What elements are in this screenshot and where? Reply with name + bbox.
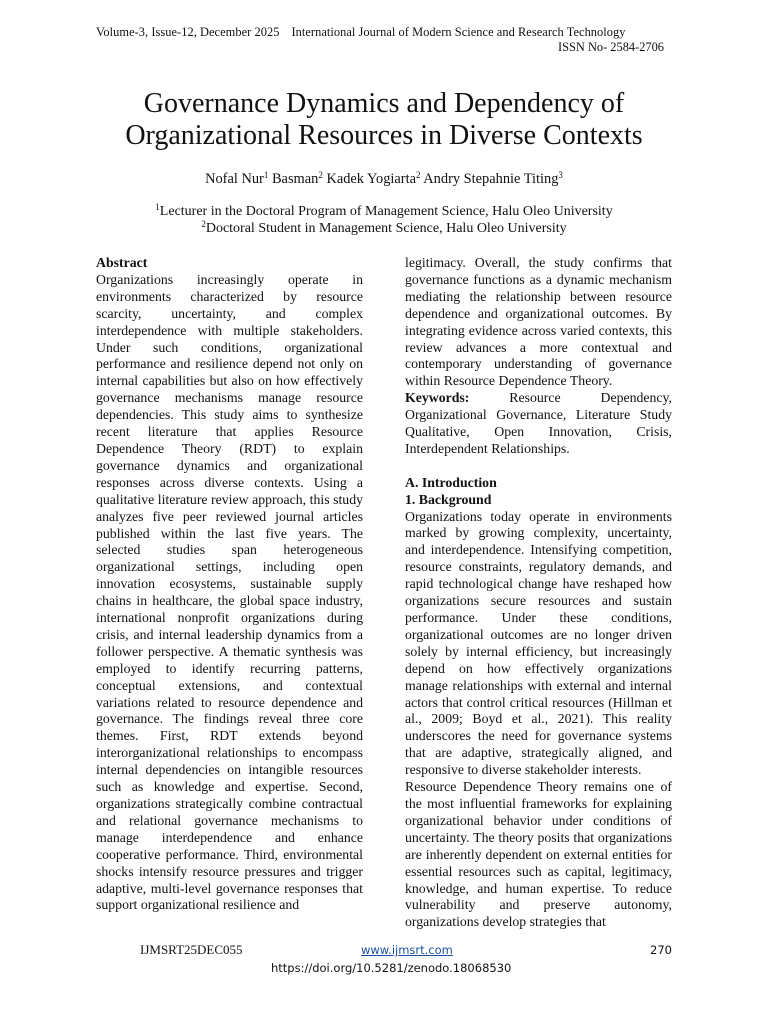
affiliation [64,221,704,237]
doi-link[interactable]: https://doi.org/10.5281/zenodo.18068530 [271,961,512,975]
abstract-heading: Abstract [96,255,148,270]
author-affiliation-mark: 3 [558,170,563,180]
affiliation [64,204,704,220]
author-affiliation-mark: 2 [318,170,323,180]
body-paragraph: Resource Dependence Theory remains one of the most influential frameworks for explaining organizational behavior under conditions of uncertainty. The theory posits that organizations are inherently dependent on external entities for essential resources such as capital, legitimacy, knowledge, and human expertise. To reduce vulnerability and preserve autonomy, organizations develop strategies that [405,779,672,930]
abstract-body: Organizations increasingly operate in environments characterized by resource scarcity, uncertainty, and complex interdependence with multiple stakeholders. Under such conditions, organizational performance and resilience depend not only on internal capabilities but also on how effectively governance mechanisms manage resource dependencies. This study aims to synthesize recent literature that applies Resource Dependence Theory (RDT) to explain governance dynamics and organizational responses across diverse contexts. Using a qualitative literature review approach, this study analyzes five peer reviewed journal articles published within the last five years. The selected studies span heterogeneous organizational settings, including open innovation ecosystems, sustainable supply chains in healthcare, the global space industry, international nonprofit organizations during crisis, and internal leadership dynamics from a follower perspective. A thematic synthesis was employed to identify recurring patterns, conceptual extensions, and contextual variations related to resource dependence and governance. The findings reveal three core themes. First, RDT extends beyond interorganizational relationships to encompass internal dependencies on intangible resources such as knowledge and expertise. Second, organizations strategically combine contractual and relational governance mechanisms to manage interdependence and enhance cooperative performance. Third, environmental shocks intensify resource pressures and trigger adaptive, multi-level governance responses that support organizational resilience and [96,271,363,913]
body-paragraph: Organizations today operate in environments marked by growing complexity, uncertainty, and interdependence. Intensifying competition, resource constraints, regulatory demands, and rapid technological change have reshaped how organizations secure resources and sustain performance. Under these conditions, organizational outcomes are no longer driven solely by internal efficiency, but increasingly depend on how effectively organizations manage relationships with external and internal actors that control critical resources (Hillman et al., 2009; Boyd et al., 2021). This reality underscores the need for governance systems that are adaptive, strategically aligned, and responsive to diverse stakeholder interests. [405,508,672,778]
author-affiliation-mark: 2 [415,170,421,180]
section-heading: A. Introduction [405,474,497,490]
issn: ISSN No- 2584-2706 [557,40,664,54]
paper-id: IJMSRT25DEC055 [140,942,243,957]
author-name: Nofal Nur [205,171,264,187]
author-affiliation-mark: 1 [263,170,269,180]
author-list [64,171,704,188]
affiliation-text: Lecturer in the Doctoral Program of Management Science, Halu Oleo University [159,204,613,219]
abstract-body-continued: legitimacy. Overall, the study confirms that governance functions as a dynamic mechanism mediating the relationship between resource dependence and organizational outcomes. By integrating evidence across varied contexts, this review advances a more contextual and contemporary understanding of governance within Resource Dependence Theory. [405,255,672,389]
website-link[interactable]: www.ijmsrt.com [361,943,453,957]
paper-title-line-1: Governance Dynamics and Dependency of [143,88,625,119]
left-column [96,255,363,914]
running-header [96,25,676,40]
keywords-label: Keywords: [405,390,470,406]
page-number: 270 [650,943,672,957]
subsection-heading: 1. Background [405,491,492,507]
volume-issue: Volume-3, Issue-12, December 2025 [96,25,280,39]
author-name: Kadek Yogiarta [326,171,416,187]
affiliation-mark: 2 [201,219,206,229]
author-name: Basman [271,171,319,187]
paper-title-line-2: Organizational Resources in Diverse Contexts [125,120,643,151]
affiliation-text: Doctoral Student in Management Science, Halu Oleo University [205,221,567,236]
journal-name: International Journal of Modern Science and Research Technology [291,25,626,39]
spacer [405,458,672,475]
author-name: Andry Stepahnie Titing [423,171,559,187]
keywords-text: Resource Dependency, Organizational Governance, Literature Study Qualitative, Open Innovation, Crisis, Interdependent Relationships. [405,390,672,456]
right-column [405,255,672,931]
affiliation-mark: 1 [155,202,160,212]
keywords [405,390,672,458]
paper-title [64,88,704,152]
